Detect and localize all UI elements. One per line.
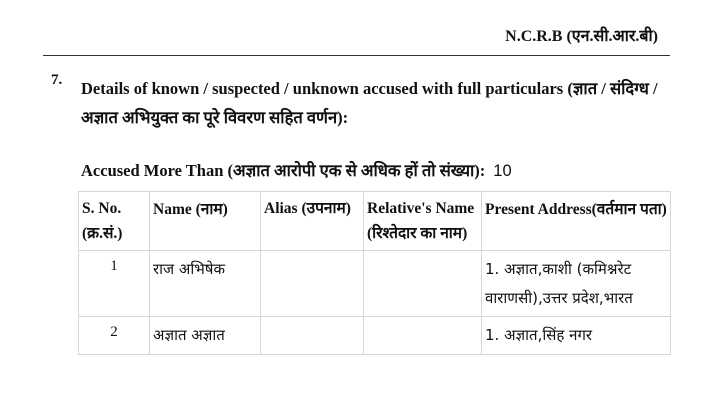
col-header-name: Name (नाम) [150,192,261,251]
accused-table [78,191,671,355]
table-header-row [79,192,671,251]
table-row [79,317,671,355]
col-header-relative: Relative's Name (रिश्तेदार का नाम) [364,192,482,251]
cell-sno: 1 [79,251,150,317]
cell-relative [364,317,482,355]
cell-alias [261,317,364,355]
cell-alias [261,251,364,317]
accused-count-line [81,158,512,181]
col-header-address: Present Address(वर्तमान पता) [482,192,671,251]
section-title: Details of known / suspected / unknown accused with full particulars (ज्ञात / संदिग्ध / अज्ञात अभियुक्त का पूरे विवरण सहित वर्णन): [81,79,658,127]
col-header-sno: S. No. (क्र.सं.) [79,192,150,251]
cell-name: राज अभिषेक [150,251,261,317]
table-row [79,251,671,317]
cell-sno: 2 [79,317,150,355]
col-header-alias: Alias (उपनाम) [261,192,364,251]
cell-name: अज्ञात अज्ञात [150,317,261,355]
header-divider [43,55,670,56]
cell-address: 1. अज्ञात,काशी (कमिश्नरेट वाराणसी),उत्तर प्रदेश,भारत [482,251,671,317]
cell-relative [364,251,482,317]
cell-address: 1. अज्ञात,सिंह नगर [482,317,671,355]
section-number: 7. [51,72,63,88]
ncrb-header: N.C.R.B (एन.सी.आर.बी) [505,28,658,45]
accused-count-label: Accused More Than (अज्ञात आरोपी एक से अधिक हों तो संख्या): [81,161,486,180]
accused-count-value: 10 [493,162,512,180]
